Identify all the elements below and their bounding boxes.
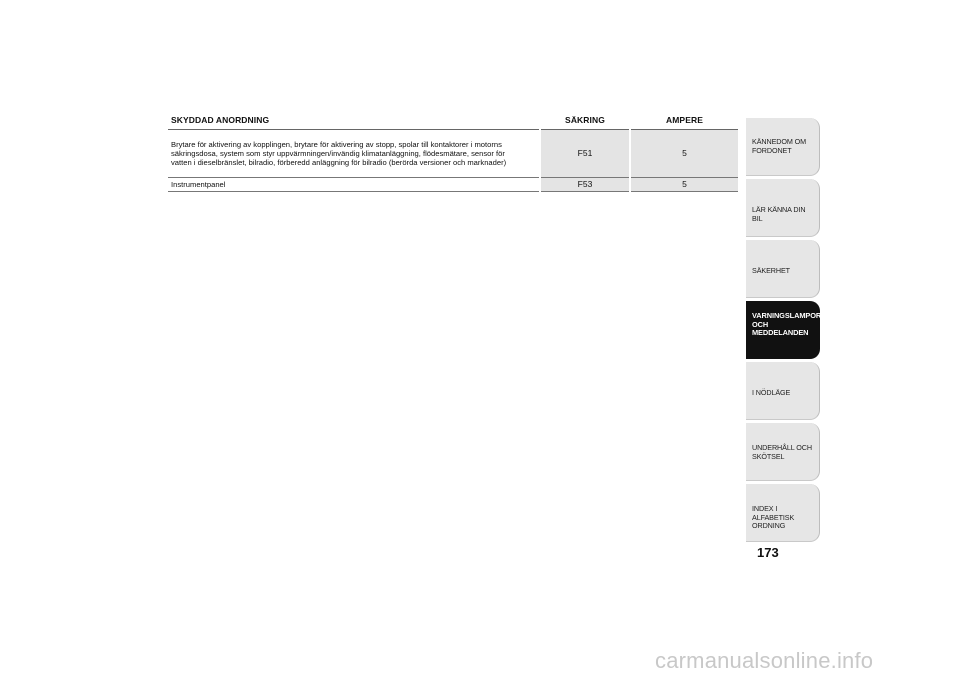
tab-maintenance[interactable]: UNDERHÅLL OCH SKÖTSEL xyxy=(746,423,820,481)
ampere-cell: 5 xyxy=(630,178,738,192)
header-ampere: AMPERE xyxy=(630,113,738,130)
tab-vehicle-knowledge[interactable]: KÄNNEDOM OM FORDONET xyxy=(746,118,820,176)
table-row xyxy=(168,178,738,192)
chapter-tabs xyxy=(746,118,820,545)
tab-safety[interactable]: SÄKERHET xyxy=(746,240,820,298)
table-row xyxy=(168,130,738,178)
header-protected-device: SKYDDAD ANORDNING xyxy=(168,113,540,130)
header-fuse: SÄKRING xyxy=(540,113,630,130)
table-header-row xyxy=(168,113,738,130)
fuse-cell: F53 xyxy=(540,178,630,192)
tab-emergency[interactable]: I NÖDLÄGE xyxy=(746,362,820,420)
fuse-cell: F51 xyxy=(540,130,630,178)
page-number: 173 xyxy=(757,545,779,560)
watermark: carmanualsonline.info xyxy=(655,648,874,673)
device-cell: Brytare för aktivering av kopplingen, brytare för aktivering av stopp, spolar till kontaktorer i motorns säkringsdosa, system som styr uppvärmningen/invändig klimatanläggning, flödesmätare, sensor för vatten i dieselbränslet, bilradio, förberedd anläggning för bilradio (berörda versioner och marknader) xyxy=(168,130,540,178)
tab-index[interactable]: INDEX I ALFABETISK ORDNING xyxy=(746,484,820,542)
device-cell: Instrumentpanel xyxy=(168,178,540,192)
fuse-table xyxy=(168,113,738,192)
tab-know-your-car[interactable]: LÄR KÄNNA DIN BIL xyxy=(746,179,820,237)
ampere-cell: 5 xyxy=(630,130,738,178)
tab-warning-lights[interactable]: VARNINGSLAMPOR OCH MEDDELANDEN xyxy=(746,301,820,359)
